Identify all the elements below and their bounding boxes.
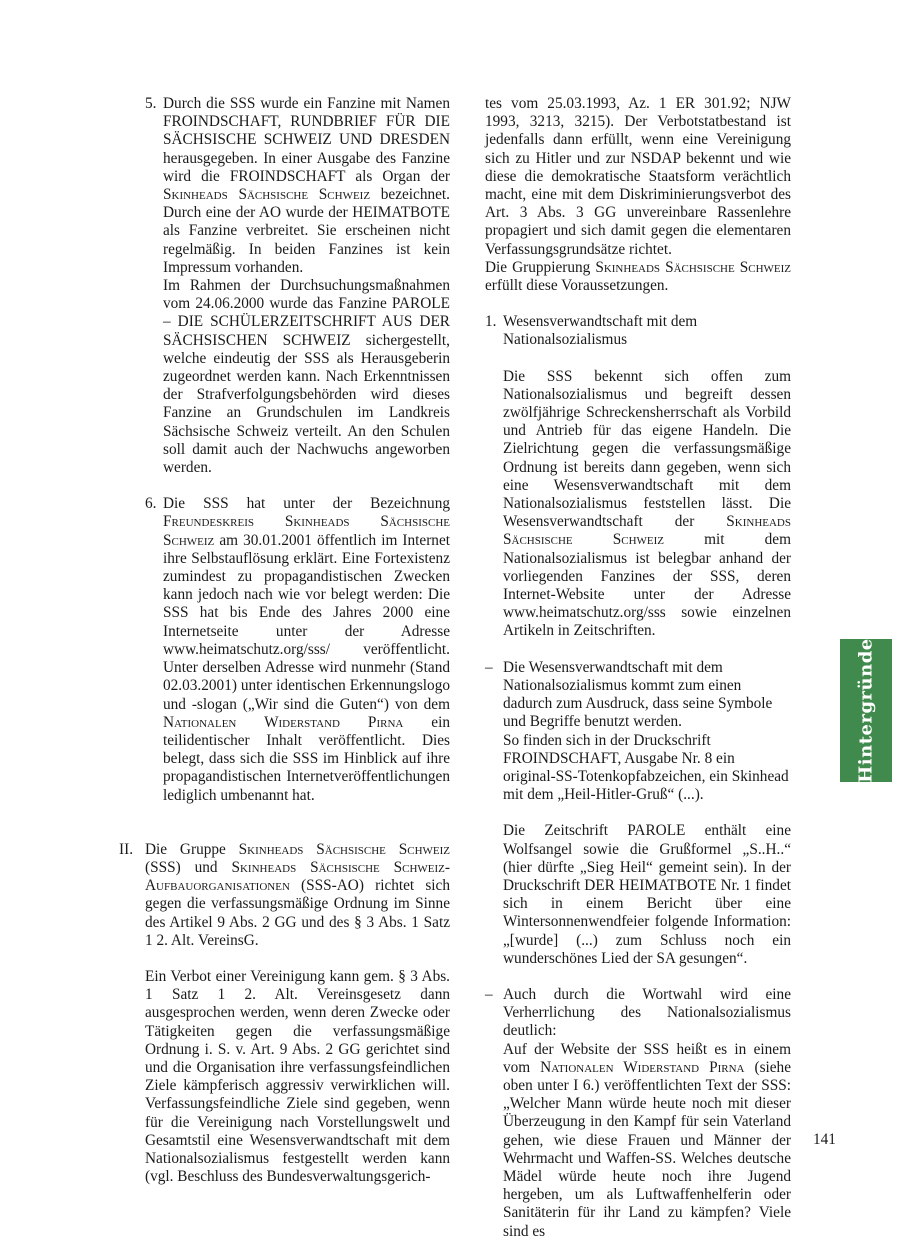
paragraph: tes vom 25.03.1993, Az. 1 ER 301.92; NJW 1993, 3213, 3215). Der Verbotstatbestand ist jedenfalls dann erfüllt, wenn eine Vereinigung sich zu Hitler und zur NSDAP bekennt und wie diese die demokratische Staatsform verächtlich macht, eine mit dem Diskriminierungsverbot des Art. 3 Abs. 3 GG unvereinbare Rassenlehre propagiert und sich damit gegen die elementaren Verfassungsgrundsätze richtet. — [485, 95, 791, 258]
item-number: 1. — [485, 313, 497, 331]
paragraph: Die Zeitschrift PAROLE enthält eine Wolfsangel sowie die Grußformel „S..H..“ (hier dürfte „Sieg Heil“ gemeint sein). In der Druckschrift DER HEIMATBOTE Nr. 1 findet sich in einem Bericht über eine Wintersonnenwendfeier folgende Information: „[wurde] (...) zum Schluss noch ein wunderschönes Lied der SA gesungen“. — [503, 822, 791, 967]
section-number: II. — [119, 840, 134, 858]
dash-marker: – — [485, 985, 493, 1003]
subheading: Wesensverwandtschaft mit dem Nationalsozialismus — [503, 313, 698, 349]
paragraph: Die Gruppe Skinheads Sächsische Schweiz (SSS) und Skinheads Sächsische Schweiz-Aufbauorganisationen (SSS-AO) richtet sich gegen die verfassungsmäßige Ordnung im Sinne des Artikel 9 Abs. 2 GG und des § 3 Abs. 1 Satz 1 2. Alt. VereinsG. — [145, 840, 450, 949]
group-name: Skinheads Sächsische Schweiz — [503, 513, 791, 549]
paragraph: Auch durch die Wortwahl wird eine Verherrlichung des Nationalsozialismus deutlich: — [503, 985, 791, 1040]
right-column — [485, 95, 791, 1241]
list-item-5 — [145, 95, 450, 477]
paragraph: So finden sich in der Druckschrift FROINDSCHAFT, Ausgabe Nr. 8 ein original-SS-Totenkopfabzeichen, ein Skinhead mit dem „Heil-Hitler-Gruß“ (...). — [503, 731, 789, 804]
paragraph: Die Wesensverwandtschaft mit dem Nationalsozialismus kommt zum einen dadurch zum Ausdruck, dass seine Symbole und Begriffe benutzt werden. — [503, 658, 773, 731]
group-name: Freundeskreis Skinheads Sächsische Schweiz — [163, 513, 450, 549]
page-number: 141 — [813, 1131, 836, 1148]
paragraph: Auf der Website der SSS heißt es in einem vom Nationalen Widerstand Pirna (siehe oben unter I 6.) veröffentlichten Text der SSS: „Welcher Mann würde heute noch mit dieser Überzeugung in den Kampf für sein Vaterland gehen, wie diese Frauen und Männer der Wehrmacht und Waffen-SS. Welches deutsche Mädel würde heute noch ihre Jugend hergeben, um als Luftwaffenhelferin oder Sanitäterin für ihr Land zu kämpfen? Viele sind es — [503, 1040, 791, 1240]
group-name: Skinheads Sächsische Schweiz-Aufbauorganisationen — [145, 858, 450, 895]
dash-item-symbols — [485, 659, 791, 968]
group-name: Skinheads Sächsische Schweiz — [163, 186, 371, 204]
paragraph: Durch die SSS wurde ein Fanzine mit Namen FROINDSCHAFT, RUNDBRIEF FÜR DIE SÄCHSISCHE SCHWEIZ UND DRESDEN herausgegeben. In einer Ausgabe des Fanzine wird die FROINDSCHAFT als Organ der Skinheads Sächsische Schweiz bezeichnet. Durch eine der AO wurde der HEIMATBOTE als Fanzine verbreitet. Sie erscheinen nicht regelmäßig. In beiden Fanzines ist kein Impressum vorhanden. — [163, 95, 450, 276]
section-II — [119, 840, 450, 1187]
paragraph: Die Gruppierung Skinheads Sächsische Schweiz erfüllt diese Voraussetzungen. — [485, 258, 791, 295]
side-tab-label: Hintergründe — [855, 638, 877, 783]
group-name: Nationalen Widerstand Pirna — [163, 713, 404, 731]
paragraph: Ein Verbot einer Vereinigung kann gem. § 3 Abs. 1 Satz 1 2. Alt. Vereinsgesetz dann ausgesprochen werden, wenn deren Zwecke oder Tätigkeiten gegen die verfassungsmäßige Ordnung i. S. v. Art. 9 Abs. 2 GG gerichtet sind und die Organisation ihre verfassungsfeindlichen Ziele kämpferisch aggressiv verwirklichen will. Verfassungsfeindliche Ziele sind gegeben, wenn für die Vereinigung nach Vorstellungswelt und Gesamtstil eine Wesensverwandtschaft mit dem Nationalsozialismus festgestellt werden kann (vgl. Beschluss des Bundesverwaltungsgerich- — [145, 967, 450, 1186]
paragraph: Im Rahmen der Durchsuchungsmaßnahmen vom 24.06.2000 wurde das Fanzine PAROLE – DIE SCHÜLERZEITSCHRIFT AUS DER SÄCHSISCHEN SCHWEIZ sichergestellt, welche eindeutig der SSS als Herausgeberin zugeordnet werden kann. Nach Erkenntnissen der Strafverfolgungsbehörden wird dieses Fanzine an Grundschulen im Landkreis Sächsische Schweiz verteilt. An den Schulen soll damit auch der Nachwuchs angeworben werden. — [163, 277, 450, 477]
item-number: 6. — [145, 495, 157, 513]
left-column — [119, 95, 450, 1186]
dash-item-wording — [485, 986, 791, 1241]
list-item-1 — [485, 313, 791, 640]
group-name: Skinheads Sächsische Schweiz — [595, 258, 791, 276]
paragraph: Die SSS hat unter der Bezeichnung Freundeskreis Skinheads Sächsische Schweiz am 30.01.2001 öffentlich im Internet ihre Selbstauflösung erklärt. Eine Fortexistenz zumindest zu propagandistischen Zwecken kann jedoch nach wie vor belegt werden: Die SSS hat bis Ende des Jahres 2000 eine Internetseite unter der Adresse www.heimatschutz.org/sss/ veröffentlicht. Unter derselben Adresse wird nunmehr (Stand 02.03.2001) unter identischen Erkennungslogo und -slogan („Wir sind die Guten“) von dem Nationalen Widerstand Pirna ein teilidentischer Inhalt veröffentlicht. Dies belegt, dass sich die SSS im Hinblick auf ihre propagandistischen Internetveröffentlichungen lediglich umbenannt hat. — [163, 495, 450, 804]
paragraph: Die SSS bekennt sich offen zum Nationalsozialismus und begreift dessen zwölfjährige Schreckensherrschaft als Vorbild und Antrieb für das eigene Handeln. Die Zielrichtung gegen die verfassungsmäßige Ordnung ist bereits dann gegeben, wenn sich eine Wesensverwandtschaft mit dem Nationalsozialismus feststellen lässt. Die Wesensverwandtschaft der Skinheads Sächsische Schweiz mit dem Nationalsozialismus ist belegbar anhand der vorliegenden Fanzines der SSS, deren Internet-Website unter der Adresse www.heimatschutz.org/sss sowie einzelnen Artikeln in Zeitschriften. — [503, 367, 791, 640]
dash-marker: – — [485, 658, 493, 676]
list-item-6 — [145, 495, 450, 804]
section-side-tab — [840, 639, 892, 782]
item-number: 5. — [145, 95, 157, 112]
group-name: Nationalen Widerstand Pirna — [540, 1058, 745, 1076]
group-name: Skinheads Sächsische Schweiz — [238, 840, 450, 858]
